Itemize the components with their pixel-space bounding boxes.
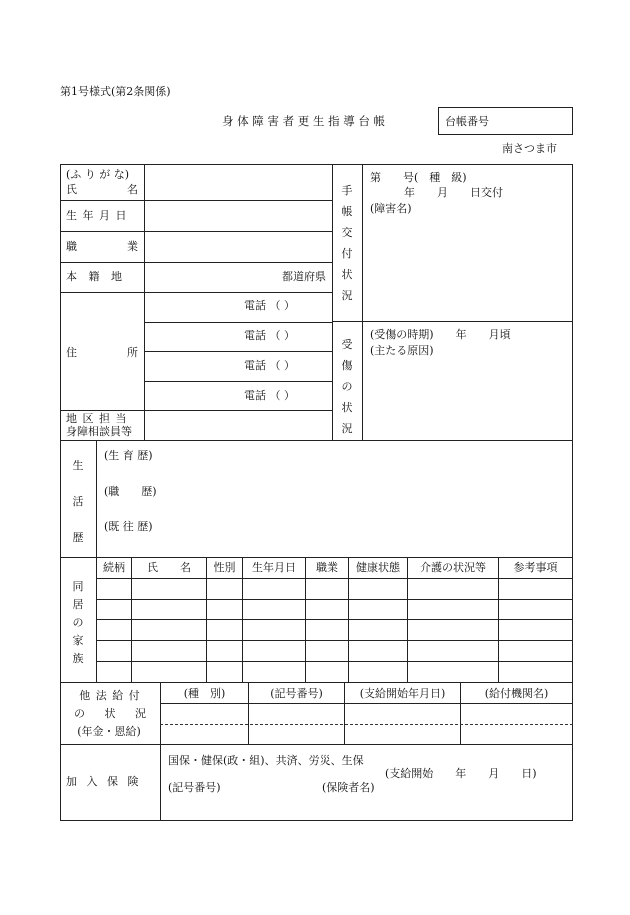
- benefits-label-line1: 他 法 給 付: [79, 689, 141, 702]
- injury-cause-label: (主たる原因): [370, 344, 434, 357]
- benefits-rows[interactable]: [161, 704, 572, 744]
- name-label-first: 氏: [66, 183, 77, 196]
- name-label-second: 名: [127, 183, 138, 196]
- handbook-vertical-label: 手 帳 交 付 状 況: [341, 184, 353, 302]
- address-label-first: 住: [66, 346, 77, 359]
- work-history-label: (職 歴): [104, 485, 157, 498]
- phone-label-2: 電話 （ ）: [244, 329, 295, 342]
- benefits-label-line2: の 状 況: [74, 707, 146, 720]
- address-label-second: 所: [127, 346, 138, 359]
- insurance-field[interactable]: [161, 797, 572, 819]
- upbringing-label: (生 育 歴): [104, 449, 153, 462]
- occupation-label-second: 業: [127, 240, 138, 253]
- page-title: 身 体 障 害 者 更 生 指 導 台 帳: [222, 114, 386, 128]
- occupation-label-first: 職: [66, 240, 77, 253]
- handbook-date-line: 年 月 日交付: [404, 186, 503, 199]
- family-col-sex: 性別: [213, 561, 236, 574]
- family-col-care: 介護の状況等: [420, 561, 486, 574]
- phone-label-3: 電話 （ ）: [244, 359, 295, 372]
- address-field-3[interactable]: [145, 352, 240, 381]
- address-field-4[interactable]: [145, 382, 240, 410]
- district-counselor-label-line2: 身障相談員等: [66, 425, 132, 438]
- injury-field[interactable]: [363, 360, 571, 439]
- phone-label-1: 電話 （ ）: [244, 299, 295, 312]
- medical-history-label: (既 往 歴): [104, 520, 153, 533]
- family-table-body[interactable]: [97, 579, 572, 681]
- family-col-birthdate: 生年月日: [252, 561, 296, 574]
- life-history-field[interactable]: [170, 441, 571, 556]
- occupation-field[interactable]: [145, 232, 331, 262]
- insurance-start-date: (支給開始 年 月 日): [385, 767, 537, 780]
- family-col-relation: 続柄: [103, 561, 125, 574]
- form-number: 第1号様式(第2条関係): [60, 85, 171, 98]
- address-field-2[interactable]: [145, 323, 240, 351]
- benefits-label-line3: (年金・恩給): [77, 725, 141, 738]
- insurance-label: 加 入 保 険: [66, 775, 139, 788]
- benefits-col-start-date: (支給開始年月日): [359, 687, 446, 700]
- handbook-field[interactable]: [363, 218, 571, 320]
- disability-name-label: (障害名): [370, 202, 412, 215]
- furigana-label: (ふ り が な): [66, 168, 130, 181]
- domicile-label: 本 籍 地: [66, 270, 122, 283]
- name-field[interactable]: [145, 165, 331, 200]
- city-name: 南さつま市: [502, 142, 557, 155]
- benefits-col-type: (種 別): [183, 687, 226, 700]
- insurance-number-label: (記号番号): [168, 781, 221, 794]
- phone-label-4: 電話 （ ）: [244, 389, 295, 402]
- prefecture-suffix: 都道府県: [282, 270, 326, 283]
- family-col-occupation: 職業: [316, 561, 338, 574]
- ledger-number-box[interactable]: [438, 107, 573, 135]
- domicile-field[interactable]: [145, 263, 275, 292]
- ledger-number-label: 台帳番号: [445, 115, 489, 128]
- family-col-health: 健康状態: [356, 561, 400, 574]
- district-counselor-label-line1: 地 区 担 当: [66, 412, 128, 425]
- family-vertical-label: 同 居 の 家 族: [72, 580, 84, 665]
- injury-vertical-label: 受 傷 の 状 況: [341, 338, 353, 435]
- birthdate-label: 生 年 月 日: [66, 209, 128, 222]
- family-col-notes: 参考事項: [513, 561, 558, 574]
- birthdate-field[interactable]: [145, 201, 331, 231]
- injury-time-line: (受傷の時期) 年 月頃: [370, 328, 511, 341]
- benefits-col-number: (記号番号): [270, 687, 323, 700]
- insurer-name-label: (保険者名): [322, 781, 375, 794]
- handbook-number-line: 第 号( 種 級): [370, 171, 467, 184]
- family-col-name: 氏 名: [147, 561, 191, 574]
- benefits-col-agency: (給付機関名): [484, 687, 549, 700]
- address-field-1[interactable]: [145, 293, 240, 322]
- insurance-types: 国保・健保(政・組)、共済、労災、生保: [168, 754, 364, 767]
- district-counselor-field[interactable]: [145, 411, 331, 440]
- life-history-vertical-label: 生 活 歴: [72, 459, 84, 544]
